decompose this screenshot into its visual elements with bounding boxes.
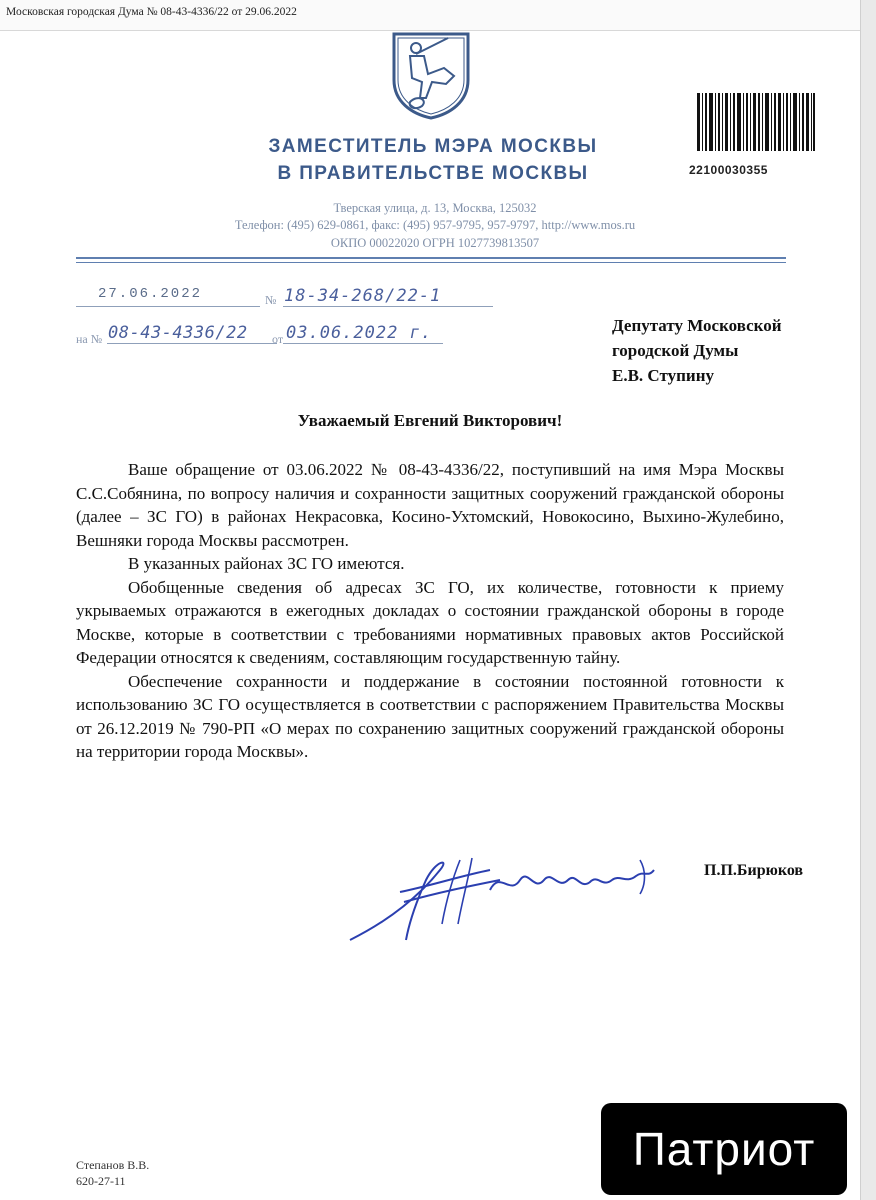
barcode-number: 22100030355	[689, 163, 768, 177]
moscow-coat-of-arms-icon	[388, 28, 474, 120]
letterhead-phone-fax: Телефон: (495) 629-0861, факс: (495) 957-9795, 957-9797, http://www.mos.ru	[234, 218, 636, 232]
body-paragraph-3: Обобщенные сведения об адресах ЗС ГО, их количестве, готовности к приему укрываемых отражаются в ежегодных докладах о состоянии гражданской обороны в городе Москве, которые в соответствии с требованиями нормативных правовых актов Российской Федерации относятся к сведениям, составляющим государственную тайну.	[76, 577, 784, 667]
salutation: Уважаемый Евгений Викторович!	[297, 411, 563, 430]
letterhead-title-line-1: ЗАМЕСТИТЕЛЬ МЭРА МОСКВЫ	[268, 136, 598, 157]
letterhead-divider-thick	[76, 257, 786, 259]
body-paragraph-2: В указанных районах ЗС ГО имеются.	[128, 554, 405, 573]
letterhead-address: Тверская улица, д. 13, Москва, 125032	[333, 201, 537, 215]
executor-name: Степанов В.В.	[76, 1158, 150, 1172]
reference-number: 08-43-4336/22	[108, 323, 248, 343]
letterhead-title-line-2: В ПРАВИТЕЛЬСТВЕ МОСКВЫ	[277, 163, 589, 184]
addressee-line-1: Депутату Московской	[612, 316, 782, 335]
registration-header-stamp: Московская городская Дума № 08-43-4336/22 от 29.06.2022	[6, 6, 297, 18]
reference-date-underline	[283, 343, 443, 344]
reference-date: 03.06.2022 г.	[286, 323, 433, 343]
outgoing-date: 27.06.2022	[98, 286, 203, 302]
signer-name: П.П.Бирюков	[704, 862, 804, 879]
handwritten-signature-icon	[340, 840, 660, 960]
page-edge	[860, 0, 876, 1200]
date-underline	[76, 306, 260, 307]
letterhead-codes: ОКПО 00022020 ОГРН 1027739813507	[330, 236, 540, 250]
body-paragraph-1: Ваше обращение от 03.06.2022 № 08-43-4336/22, поступивший на имя Мэра Москвы С.С.Собянина, по вопросу наличия и сохранности защитных сооружений гражданской обороны (далее – ЗС ГО) в районах Некрасовка, Косино-Ухтомский, Новокосино, Выхино-Жулебино, Вешняки города Москвы рассмотрен.	[76, 460, 784, 550]
channel-watermark: Патриот	[601, 1103, 847, 1195]
addressee-block	[612, 313, 782, 388]
reference-from-label: от	[272, 332, 284, 346]
body-paragraph-4: Обеспечение сохранности и поддержание в состоянии постоянной готовности к использованию ЗС ГО осуществляется в соответствии с распоряжением Правительства Москвы от 26.12.2019 № 790-РП «О мерах по сохранению защитных сооружений гражданской обороны на территории города Москвы».	[76, 671, 784, 761]
letter-body	[76, 458, 784, 764]
executor-block	[76, 1157, 149, 1189]
barcode-graphic	[697, 93, 815, 151]
addressee-line-3: Е.В. Ступину	[612, 366, 714, 385]
addressee-line-2: городской Думы	[612, 341, 739, 360]
outgoing-number: 18-34-268/22-1	[284, 286, 442, 306]
number-prefix: №	[265, 293, 277, 307]
number-underline	[283, 306, 493, 307]
executor-phone: 620-27-11	[76, 1174, 126, 1188]
reference-prefix: на №	[76, 332, 103, 346]
reference-underline	[107, 343, 277, 344]
letterhead-divider-thin	[76, 262, 786, 263]
